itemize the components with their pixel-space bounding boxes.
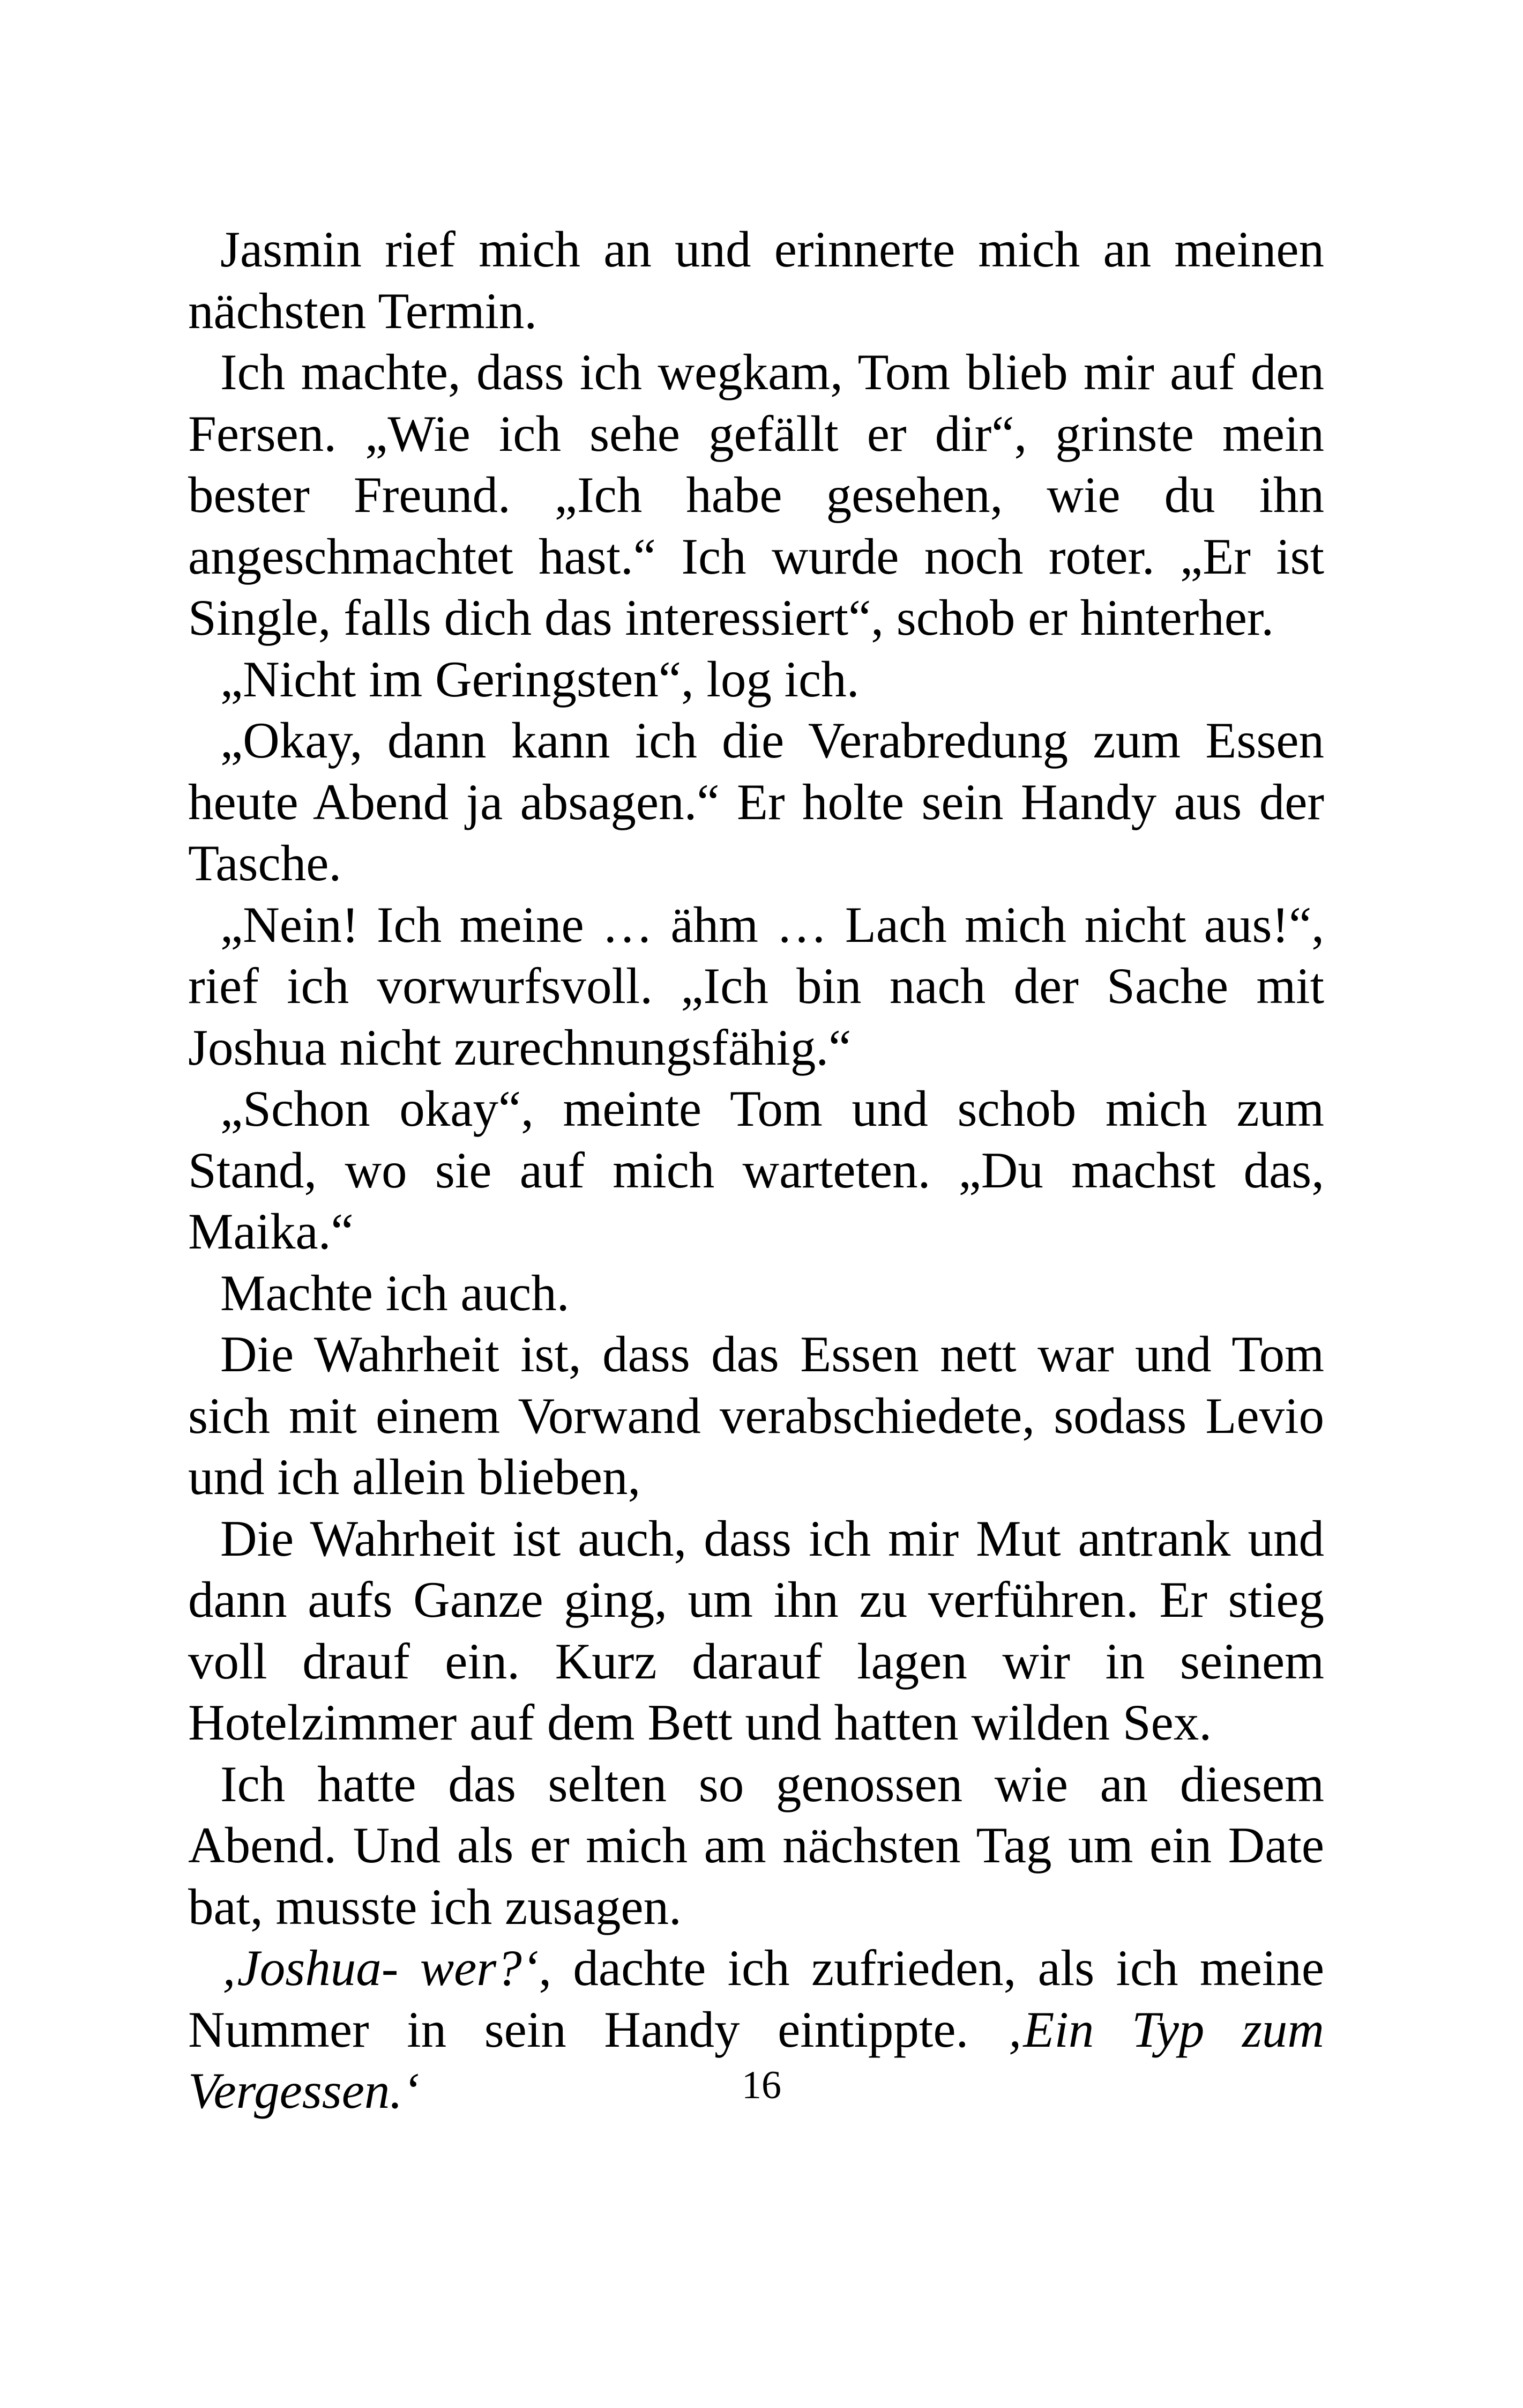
paragraph-6: „Schon okay“, meinte Tom und schob mich zum Stand, wo sie auf mich warteten. „Du machst das, Maika.“ [188,1080,1324,1260]
paragraph-7: Machte ich auch. [220,1264,570,1321]
page-number: 16 [742,2063,781,2107]
paragraph-1: Jasmin rief mich an und erinnerte mich an meinen nächsten Termin. [188,221,1324,339]
paragraph-10: Ich hatte das selten so genossen wie an diesem Abend. Und als er mich am nächsten Tag um ein Date bat, musste ich zusagen. [188,1755,1324,1935]
paragraph-4: „Okay, dann kann ich die Verabredung zum Essen heute Abend ja absagen.“ Er holte sein Handy aus der Tasche. [188,712,1324,891]
paragraph-11-text: , dachte ich zufrieden, als ich meine Nummer in sein Handy eintippte. [188,1939,1325,2058]
paragraph-8: Die Wahrheit ist, dass das Essen nett war und Tom sich mit einem Vorwand verabschiedete, sodass Levio und ich allein blieben, [188,1326,1324,1505]
paragraph-2: Ich machte, dass ich wegkam, Tom blieb mir auf den Fersen. „Wie ich sehe gefällt er dir“, grinste mein bester Freund. „Ich habe gesehen, wie du ihn angeschmachtet hast.“ Ich wurde noch roter. „Er ist Single, falls dich das interessiert“, schob er hinterher. [188,344,1324,646]
paragraph-3: „Nicht im Geringsten“, log ich. [220,650,860,708]
italic-thought-2: ‚Ein Typ zum Vergessen.‘ [188,2001,1324,2119]
body-text [188,219,1324,2122]
italic-thought-1: ‚Joshua- wer?‘ [220,1939,539,1996]
paragraph-5: „Nein! Ich meine … ähm … Lach mich nicht aus!“, rief ich vorwurfsvoll. „Ich bin nach der Sache mit Joshua nicht zurechnungsfähig.“ [188,896,1324,1076]
paragraph-9: Die Wahrheit ist auch, dass ich mir Mut antrank und dann aufs Ganze ging, um ihn zu verführen. Er stieg voll drauf ein. Kurz darauf lagen wir in seinem Hotelzimmer auf dem Bett und hatten wilden Sex. [188,1510,1324,1751]
